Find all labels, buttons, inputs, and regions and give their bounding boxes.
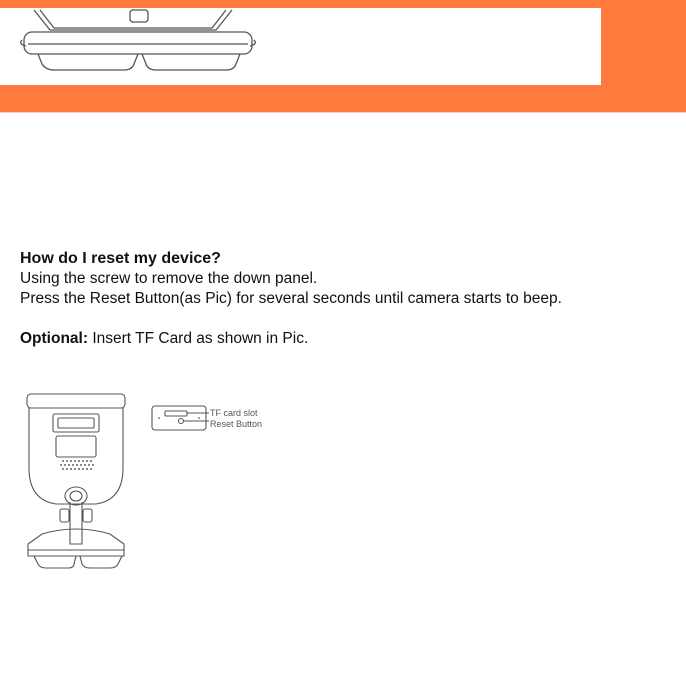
banner-divider bbox=[0, 112, 686, 113]
faq-answer-line-2: Press the Reset Button(as Pic) for several seconds until camera starts to beep. bbox=[20, 290, 562, 307]
optional-text: Insert TF Card as shown in Pic. bbox=[88, 330, 309, 347]
camera-base-illustration bbox=[20, 0, 260, 74]
optional-label: Optional: bbox=[20, 330, 89, 347]
tf-card-slot-label: TF card slot bbox=[210, 408, 258, 418]
faq-question: How do I reset my device? bbox=[20, 250, 221, 267]
faq-content bbox=[20, 249, 640, 349]
faq-optional-note bbox=[20, 329, 640, 349]
faq-answer-line-1: Using the screw to remove the down panel. bbox=[20, 270, 318, 287]
reset-button-label: Reset Button bbox=[210, 419, 263, 429]
